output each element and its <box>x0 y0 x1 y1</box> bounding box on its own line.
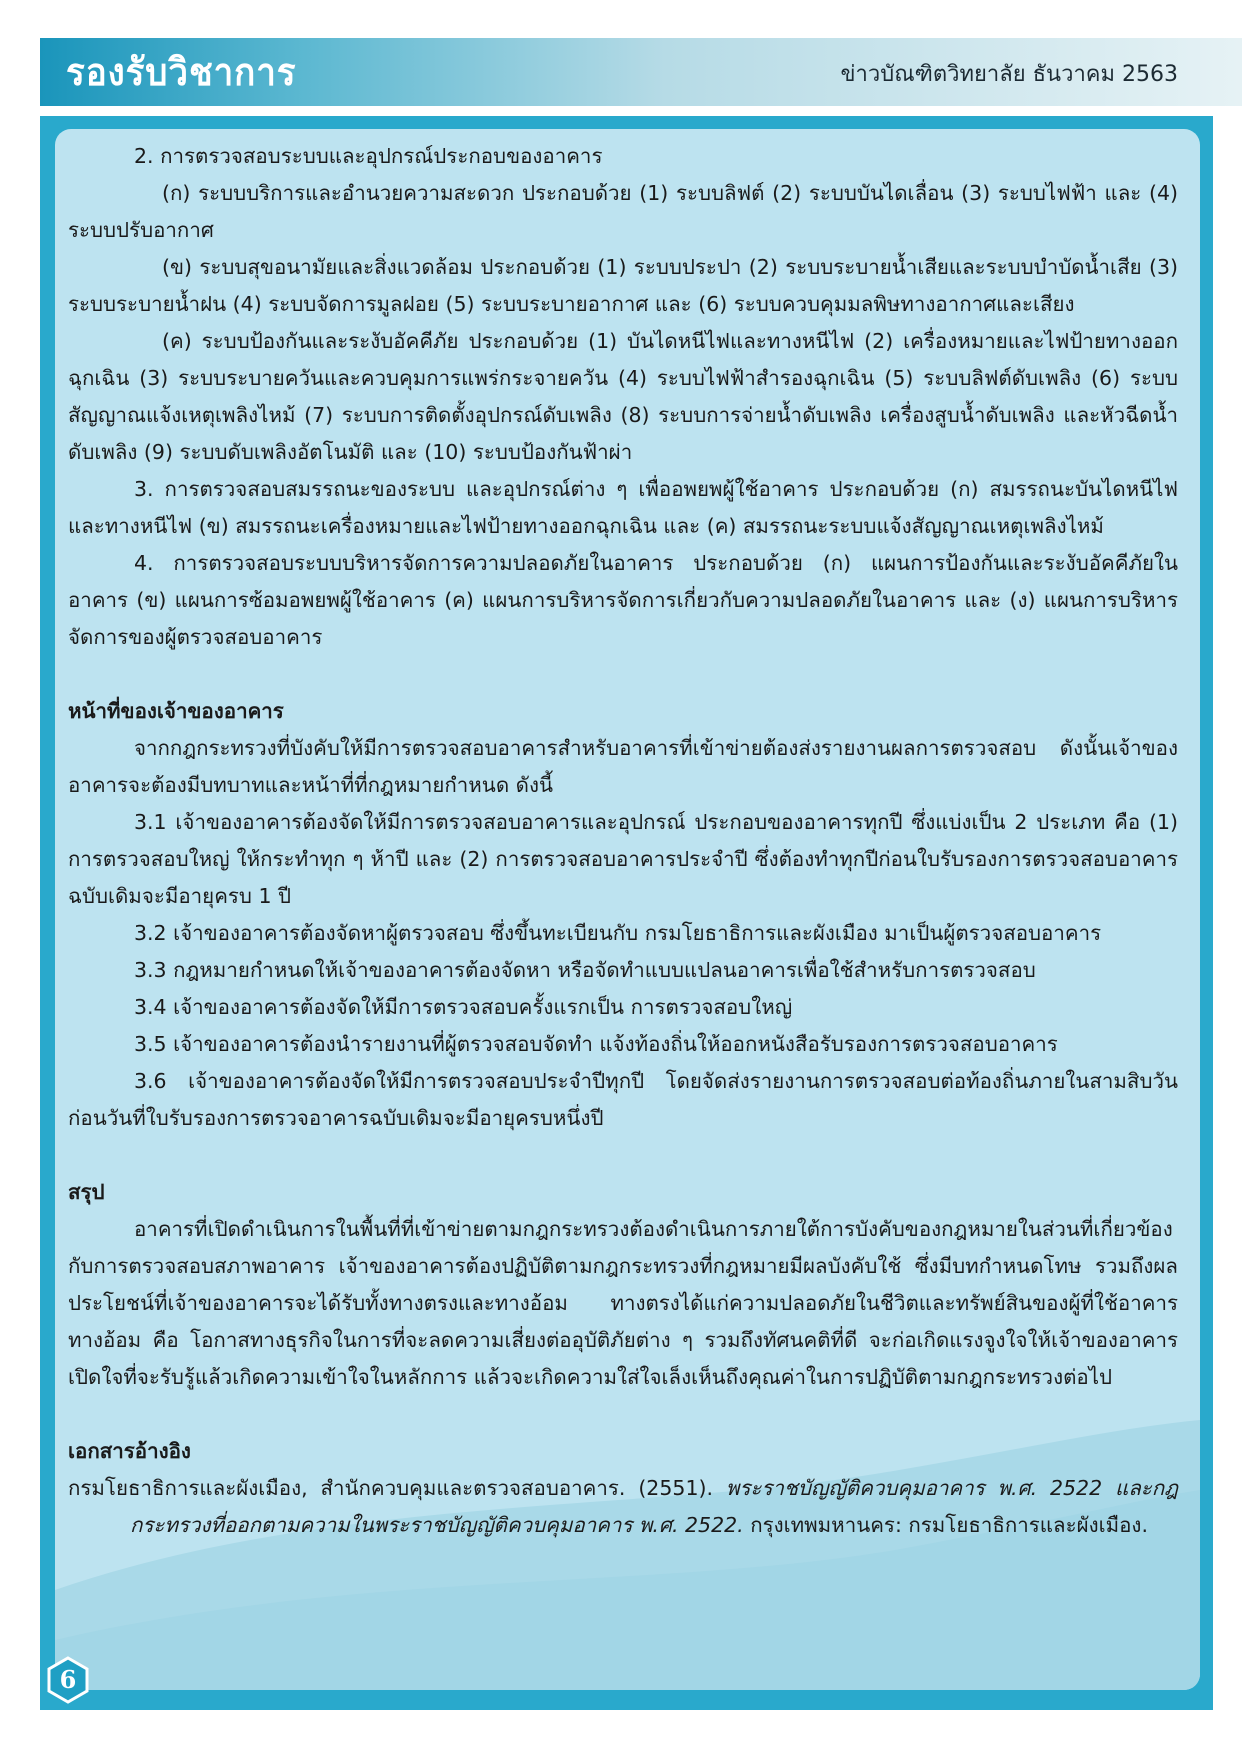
duty-3-6: 3.6 เจ้าของอาคารต้องจัดให้มีการตรวจสอบประจำปีทุกปี โดยจัดส่งรายงานการตรวจสอบต่อท้องถิ่นภายในสามสิบวันก่อนวันที่ใบรับรองการตรวจอาคารฉบับเดิมจะมีอายุครบหนึ่งปี <box>68 1069 1178 1130</box>
reference-publisher: กรุงเทพมหานคร: กรมโยธาธิการและผังเมือง. <box>750 1513 1148 1537</box>
reference-author: กรมโยธาธิการและผังเมือง, สำนักควบคุมและตรวจสอบอาคาร. (2551). <box>68 1476 713 1500</box>
duty-3-2: 3.2 เจ้าของอาคารต้องจัดหาผู้ตรวจสอบ ซึ่งขึ้นทะเบียนกับ กรมโยธาธิการและผังเมือง มาเป็นผู้ตรวจสอบอาคาร <box>134 921 1102 945</box>
paragraph-2a: (ก) ระบบบริการและอำนวยความสะดวก ประกอบด้วย (1) ระบบลิฟต์ (2) ระบบบันไดเลื่อน (3) ระบบไฟฟ้า และ (4) ระบบปรับอากาศ <box>68 181 1178 242</box>
duty-3-5: 3.5 เจ้าของอาคารต้องนำรายงานที่ผู้ตรวจสอบจัดทำ แจ้งท้องถิ่นให้ออกหนังสือรับรองการตรวจสอบอาคาร <box>134 1032 1058 1056</box>
heading-owner-duties: หน้าที่ของเจ้าของอาคาร <box>68 699 284 723</box>
paragraph-2b: (ข) ระบบสุขอนามัยและสิ่งแวดล้อม ประกอบด้วย (1) ระบบประปา (2) ระบบระบายน้ำเสียและระบบบำบัดน้ำเสีย (3) ระบบระบายน้ำฝน (4) ระบบจัดการมูลฝอย (5) ระบบระบายอากาศ และ (6) ระบบควบคุมมลพิษทางอากาศและเสียง <box>68 255 1178 316</box>
duty-3-1: 3.1 เจ้าของอาคารต้องจัดให้มีการตรวจสอบอาคารและอุปกรณ์ ประกอบของอาคารทุกปี ซึ่งแบ่งเป็น 2 ประเภท คือ (1) การตรวจสอบใหญ่ ให้กระทำทุก ๆ ห้าปี และ (2) การตรวจสอบอาคารประจำปี ซึ่งต้องทำทุกปีก่อนใบรับรองการตรวจสอบอาคารฉบับเดิมจะมีอายุครบ 1 ปี <box>68 810 1178 908</box>
duties-intro: จากกฎกระทรวงที่บังคับให้มีการตรวจสอบอาคารสำหรับอาคารที่เข้าข่ายต้องส่งรายงานผลการตรวจสอบ ดังนั้นเจ้าของอาคารจะต้องมีบทบาทและหน้าที่ที่กฎหมายกำหนด ดังนี้ <box>68 736 1178 797</box>
heading-summary: สรุป <box>68 1180 105 1204</box>
paragraph-4: 4. การตรวจสอบระบบบริหารจัดการความปลอดภัยในอาคาร ประกอบด้วย (ก) แผนการป้องกันและระงับอัคคีภัยในอาคาร (ข) แผนการซ้อมอพยพผู้ใช้อาคาร (ค) แผนการบริหารจัดการเกี่ยวกับความปลอดภัยในอาคาร และ (ง) แผนการบริหารจัดการของผู้ตรวจสอบอาคาร <box>68 551 1178 649</box>
reference-title: พระราชบัญญัติควบคุมอาคาร พ.ศ. 2522 และกฎกระทรวงที่ออกตามความในพระราชบัญญัติควบคุมอาคาร พ.ศ. 2522. <box>130 1476 1178 1537</box>
paragraph-2c: (ค) ระบบป้องกันและระงับอัคคีภัย ประกอบด้วย (1) บันไดหนีไฟและทางหนีไฟ (2) เครื่องหมายและไฟป้ายทางออกฉุกเฉิน (3) ระบบระบายควันและควบคุมการแพร่กระจายควัน (4) ระบบไฟฟ้าสำรองฉุกเฉิน (5) ระบบลิฟต์ดับเพลิง (6) ระบบสัญญาณแจ้งเหตุเพลิงไหม้ (7) ระบบการติดตั้งอุปกรณ์ดับเพลิง (8) ระบบการจ่ายน้ำดับเพลิง เครื่องสูบน้ำดับเพลิง และหัวฉีดน้ำดับเพลิง (9) ระบบดับเพลิงอัตโนมัติ และ (10) ระบบป้องกันฟ้าผ่า <box>68 329 1178 464</box>
issue-label: ข่าวบัณฑิตวิทยาลัย ธันวาคม 2563 <box>840 62 1178 87</box>
page-number: 6 <box>59 1665 77 1694</box>
duty-3-3: 3.3 กฎหมายกำหนดให้เจ้าของอาคารต้องจัดหา หรือจัดทำแบบแปลนอาคารเพื่อใช้สำหรับการตรวจสอบ <box>134 958 1036 982</box>
summary-paragraph: อาคารที่เปิดดำเนินการในพื้นที่ที่เข้าข่ายตามกฎกระทรวงต้องดำเนินการภายใต้การบังคับของกฎหมายในส่วนที่เกี่ยวข้องกับการตรวจสอบสภาพอาคาร เจ้าของอาคารต้องปฏิบัติตามกฎกระทรวงที่กฎหมายมีผลบังคับใช้ ซึ่งมีบทกำหนดโทษ รวมถึงผลประโยชน์ที่เจ้าของอาคารจะได้รับทั้งทางตรงและทางอ้อม ทางตรงได้แก่ความปลอดภัยในชีวิตและทรัพย์สินของผู้ที่ใช้อาคาร ทางอ้อม คือ โอกาสทางธุรกิจในการที่จะลดความเสี่ยงต่ออุบัติภัยต่าง ๆ รวมถึงทัศนคติที่ดี จะก่อเกิดแรงจูงใจให้เจ้าของอาคารเปิดใจที่จะรับรู้แล้วเกิดความเข้าใจในหลักการ แล้วจะเกิดความใส่ใจเล็งเห็นถึงคุณค่าในการปฏิบัติตามกฎกระทรวงต่อไป <box>68 1217 1178 1389</box>
heading-references: เอกสารอ้างอิง <box>68 1439 191 1463</box>
reference-entry <box>68 1470 1178 1544</box>
article-body <box>68 138 1178 1544</box>
paragraph-3: 3. การตรวจสอบสมรรถนะของระบบ และอุปกรณ์ต่าง ๆ เพื่ออพยพผู้ใช้อาคาร ประกอบด้วย (ก) สมรรถนะบันไดหนีไฟและทางหนีไฟ (ข) สมรรถนะเครื่องหมายและไฟป้ายทางออกฉุกเฉิน และ (ค) สมรรถนะระบบแจ้งสัญญาณเหตุเพลิงไหม้ <box>68 477 1178 538</box>
duty-3-4: 3.4 เจ้าของอาคารต้องจัดให้มีการตรวจสอบครั้งแรกเป็น การตรวจสอบใหญ่ <box>134 995 793 1019</box>
section-2-title: 2. การตรวจสอบระบบและอุปกรณ์ประกอบของอาคาร <box>134 144 603 168</box>
section-title: รองรับวิชาการ <box>66 50 297 94</box>
